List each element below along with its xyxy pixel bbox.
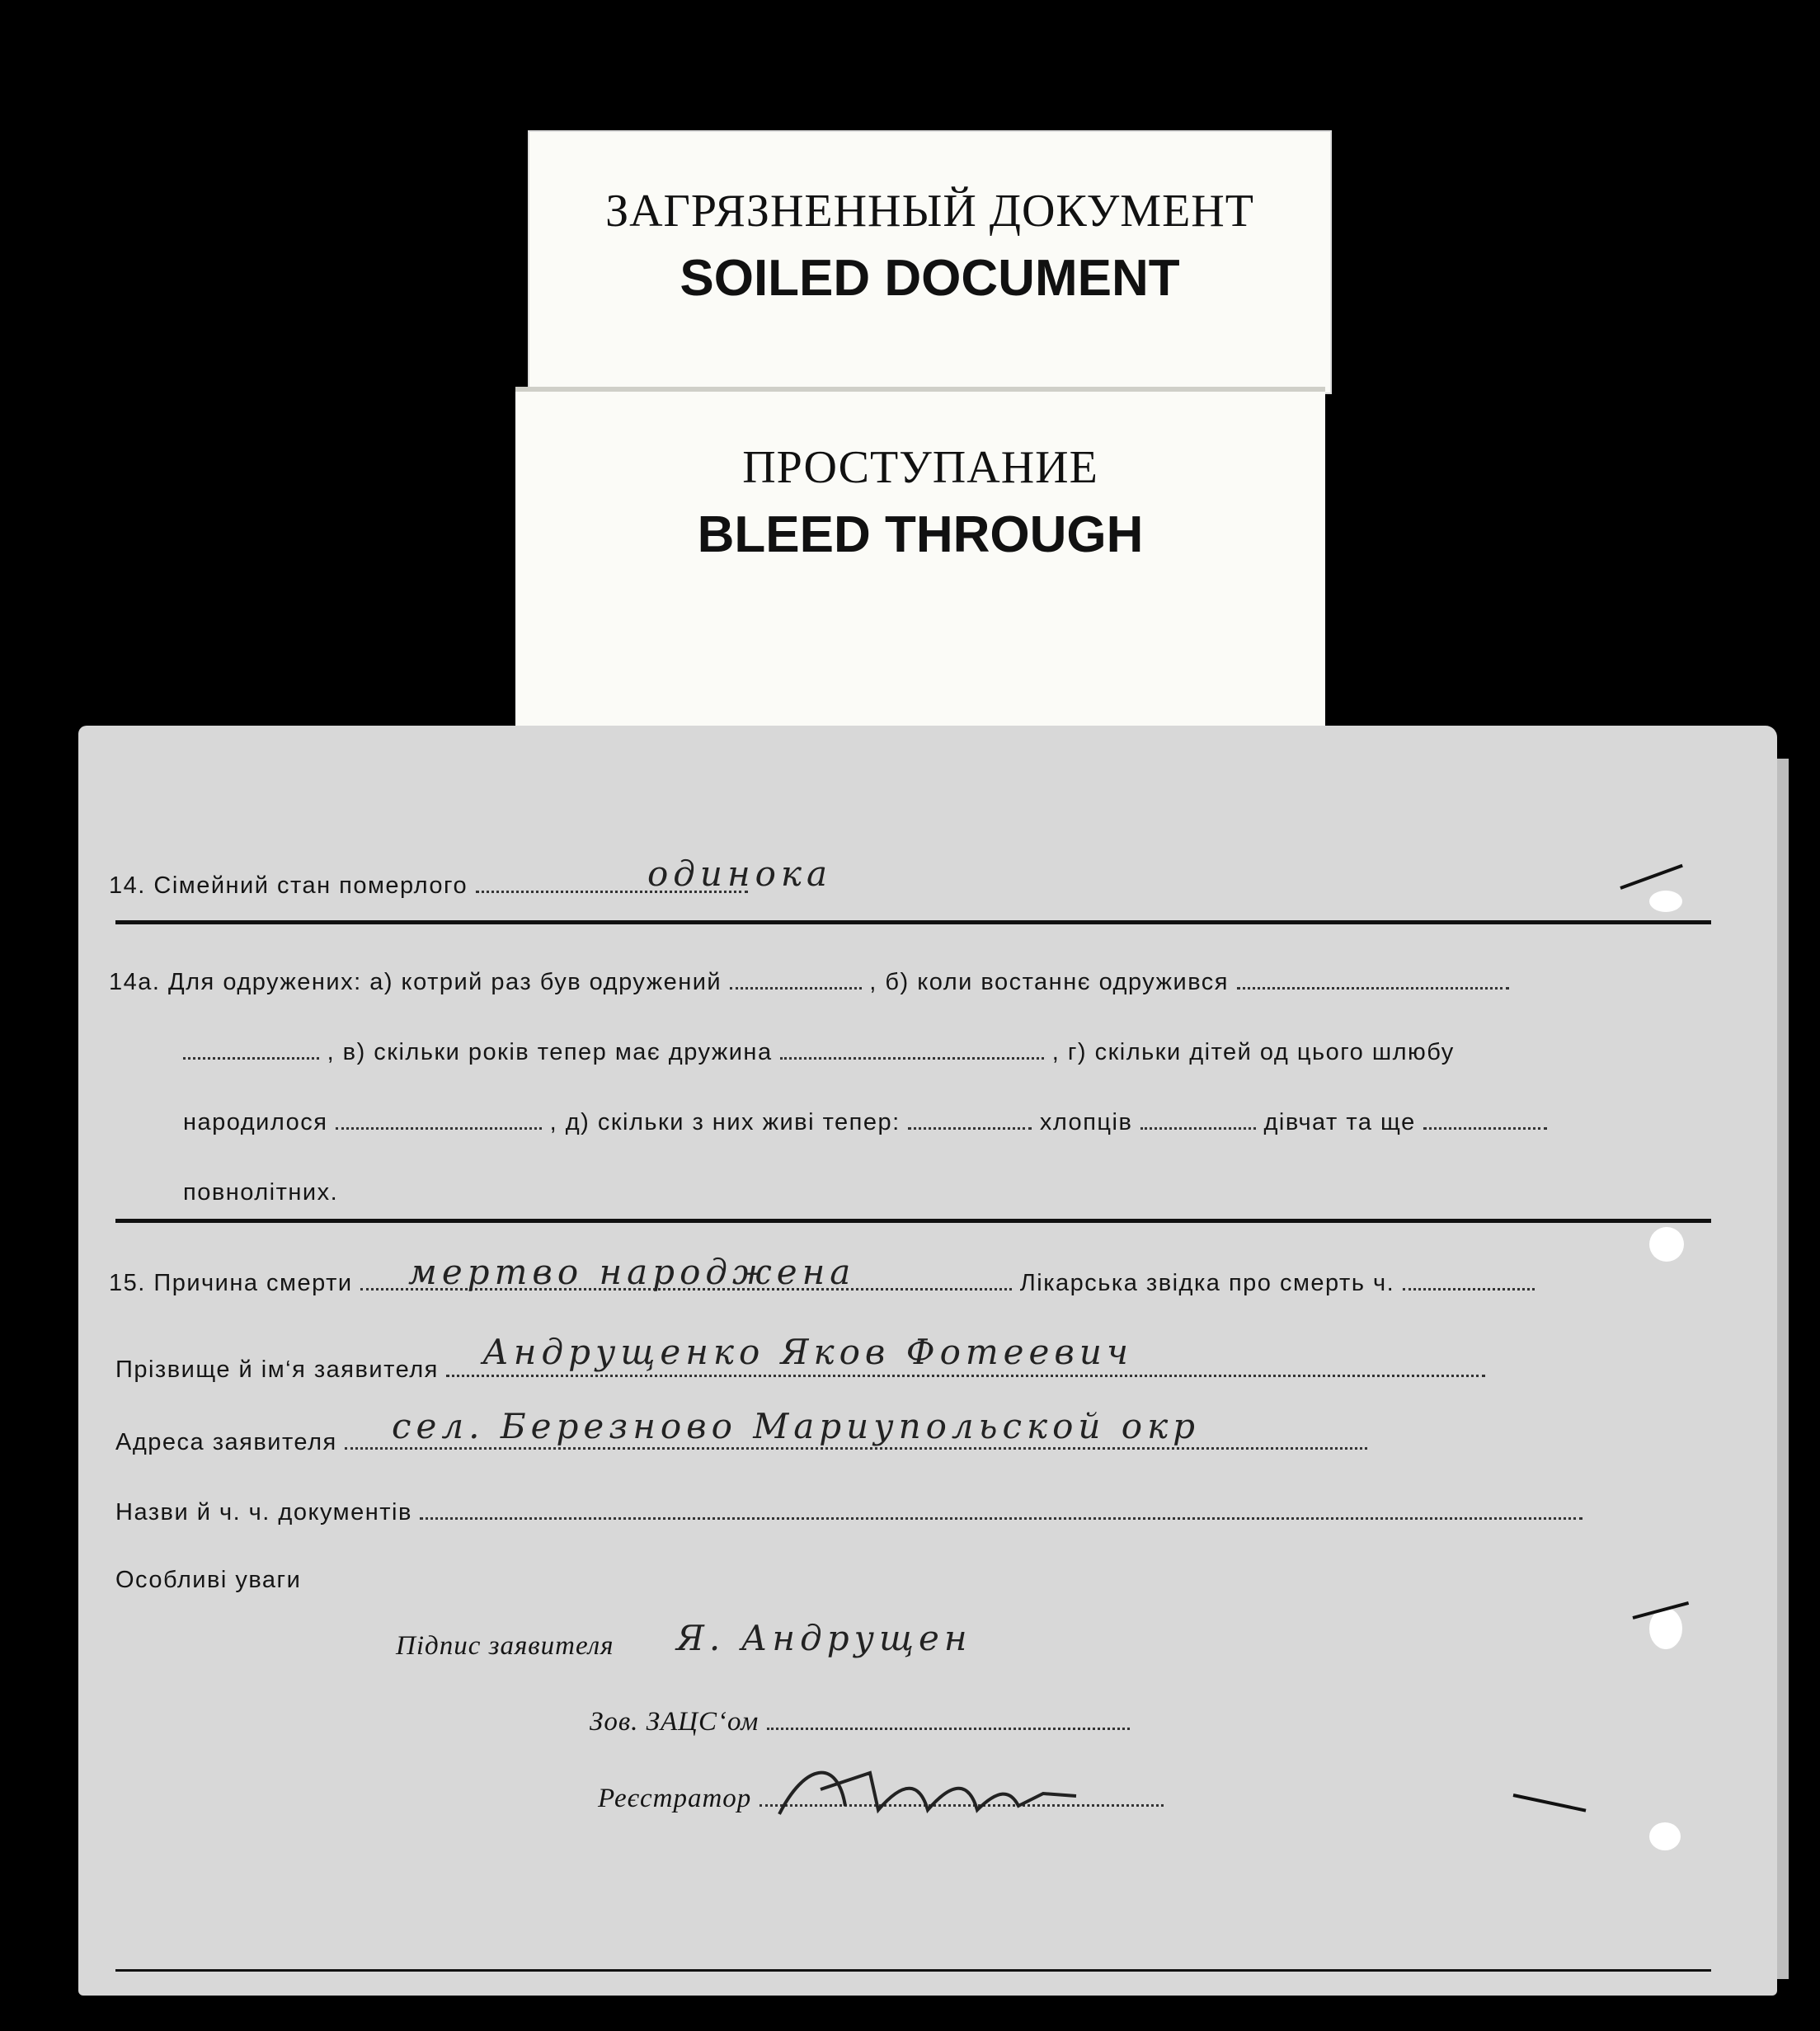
applicant-address-label: Адреса заявителя bbox=[115, 1429, 337, 1455]
field-15-label: 15. Причина смерти bbox=[109, 1270, 353, 1296]
field-14-label: 14. Сімейний стан померлого bbox=[109, 872, 468, 899]
damage-hole bbox=[1649, 1608, 1682, 1649]
field-14a-label-8: дівчат та ще bbox=[1263, 1109, 1416, 1135]
damage-hole bbox=[1649, 1227, 1684, 1262]
divider-14 bbox=[115, 920, 1711, 924]
soiled-document-en: SOILED DOCUMENT bbox=[680, 250, 1180, 307]
field-15-label-2: Лікарська звідка про смерть ч. bbox=[1019, 1270, 1395, 1296]
documents-dots bbox=[420, 1499, 1583, 1520]
field-14a-row-2 bbox=[183, 1039, 1455, 1066]
damage-hole bbox=[1649, 891, 1682, 912]
registrar-signature bbox=[771, 1756, 1084, 1831]
field-14a-dots-4 bbox=[780, 1039, 1044, 1060]
remarks-row bbox=[115, 1567, 301, 1594]
field-14a-label-5: народилося bbox=[183, 1109, 328, 1135]
applicant-address-value: сел. Березново Мариупольской окр bbox=[392, 1406, 1201, 1446]
field-14a-dots-3 bbox=[183, 1039, 319, 1060]
damage-hole bbox=[1649, 1822, 1681, 1850]
remarks-label: Особливі уваги bbox=[115, 1567, 302, 1593]
field-14a-dots-1 bbox=[730, 969, 862, 990]
field-14a-label-9: повнолітних. bbox=[183, 1179, 339, 1206]
soiled-document-ru: ЗАГРЯЗНЕННЫЙ ДОКУМЕНТ bbox=[605, 186, 1254, 237]
soiled-document-card bbox=[528, 130, 1332, 394]
death-record-form bbox=[78, 726, 1777, 1996]
applicant-name-label: Прізвище й ім‘я заявителя bbox=[115, 1356, 439, 1383]
field-14a-label-1: 14а. Для одружених: а) котрий раз був одружений bbox=[109, 969, 722, 995]
field-14a-dots-6 bbox=[908, 1109, 1032, 1130]
bleed-through-en: BLEED THROUGH bbox=[697, 506, 1144, 563]
field-14a-dots-5 bbox=[336, 1109, 542, 1130]
signature-row bbox=[396, 1631, 614, 1662]
zags-dots bbox=[767, 1709, 1130, 1730]
field-14a-label-4: , г) скільки дітей од цього шлюбу bbox=[1051, 1039, 1455, 1065]
damage-tear bbox=[1620, 864, 1683, 890]
documents-row bbox=[115, 1499, 1583, 1526]
divider-14a bbox=[115, 1219, 1711, 1223]
field-14a-dots-2 bbox=[1237, 969, 1509, 990]
bleed-through-ru: ПРОСТУПАНИЕ bbox=[742, 442, 1098, 493]
registrar-label: Реєстратор bbox=[598, 1784, 752, 1813]
field-14a-label-3: , в) скільки років тепер має дружина bbox=[327, 1039, 773, 1065]
zags-label: Зов. ЗАЦС‘ом bbox=[590, 1707, 760, 1737]
field-14a-row-3 bbox=[183, 1109, 1547, 1136]
applicant-name-value: Андрущенко Яков Фотеевич bbox=[482, 1332, 1134, 1372]
bleed-through-card bbox=[515, 392, 1325, 738]
field-14a-dots-7 bbox=[1140, 1109, 1256, 1130]
field-14-value: одинока bbox=[647, 853, 833, 894]
field-14a-row-1 bbox=[109, 969, 1509, 996]
sheet-edge bbox=[1777, 759, 1789, 1979]
damage-tear bbox=[1513, 1794, 1587, 1812]
bottom-divider bbox=[115, 1969, 1711, 1972]
field-14a-dots-8 bbox=[1423, 1109, 1547, 1130]
field-15-value: мертво народжена bbox=[408, 1252, 856, 1292]
signature-value: Я. Андрущен bbox=[676, 1618, 972, 1658]
field-14a-label-7: хлопців bbox=[1039, 1109, 1133, 1135]
field-14a-label-2: , б) коли востаннє одружився bbox=[869, 969, 1229, 995]
zags-row bbox=[590, 1707, 1130, 1737]
signature-label: Підпис заявителя bbox=[396, 1631, 614, 1661]
documents-label: Назви й ч. ч. документів bbox=[115, 1499, 412, 1526]
field-14a-label-6: , д) скільки з них живі тепер: bbox=[549, 1109, 901, 1135]
field-15-dots-2 bbox=[1403, 1270, 1535, 1291]
field-14a-row-4 bbox=[183, 1179, 338, 1206]
